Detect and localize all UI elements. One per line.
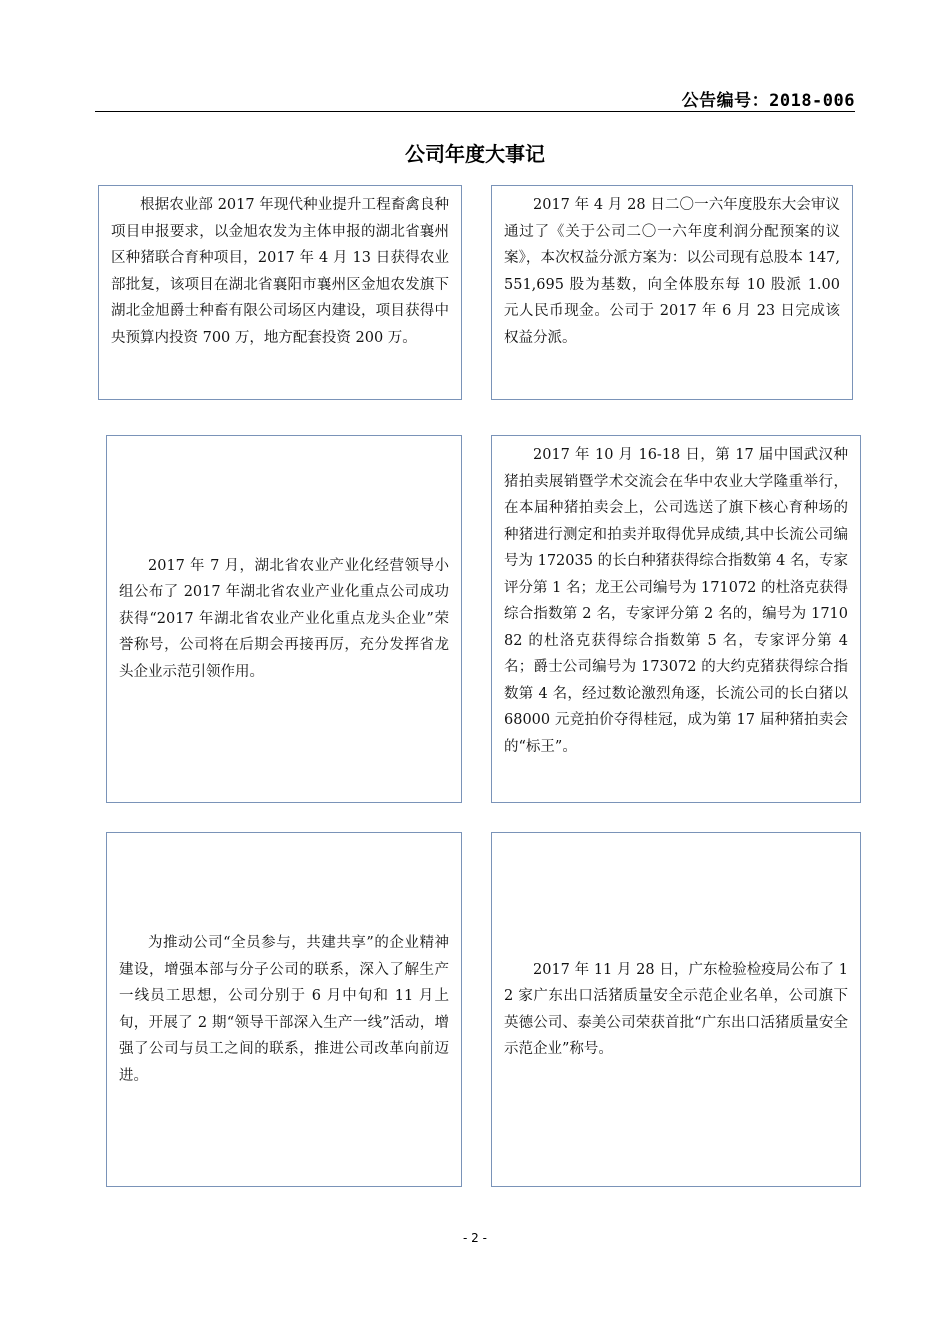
event-box-leadership-activity xyxy=(106,832,462,1187)
event-text: 2017 年 11 月 28 日，广东检验检疫局公布了 12 家广东出口活猪质量安全示范企业名单，公司旗下英德公司、泰美公司荣获首批“广东出口活猪质量安全示范企业”称号。 xyxy=(504,961,848,1057)
event-box-breeding-project xyxy=(98,185,462,400)
event-box-dividend xyxy=(491,185,853,400)
event-box-pig-auction xyxy=(491,435,861,803)
page-number: - 2 - xyxy=(463,1231,487,1245)
header-divider xyxy=(95,111,855,112)
event-text: 2017 年 7 月，湖北省农业产业化经营领导小组公布了 2017 年湖北省农业产业化重点公司成功获得“2017 年湖北省农业产业化重点龙头企业”荣誉称号，公司将在后期会再接再厉，充分发挥省龙头企业示范引领作用。 xyxy=(119,557,449,680)
notice-number: 公告编号：2018-006 xyxy=(681,91,855,111)
event-box-export-safety xyxy=(491,832,861,1187)
event-text: 2017 年 10 月 16-18 日，第 17 届中国武汉种猪拍卖展销暨学术交流会在华中农业大学隆重举行，在本届种猪拍卖会上，公司选送了旗下核心育种场的种猪进行测定和拍卖并取得优异成绩,其中长流公司编号为 172035 的长白种猪获得综合指数第 4 名，专家评分第 1 名；龙王公司编号为 171072 的杜洛克获得综合指数第 2 名，专家评分第 2 名的，编号为 171082 的杜洛克获得综合指数第 5 名，专家评分第 4 名；爵士公司编号为 173072 的大约克猪获得综合指数第 4 名，经过数论激烈角逐，长流公司的长白猪以 68000 元竞拍价夺得桂冠，成为第 17 届种猪拍卖会的“标王”。 xyxy=(504,447,849,755)
event-text: 为推动公司“全员参与，共建共享”的企业精神建设，增强本部与分子公司的联系，深入了解生产一线员工思想，公司分别于 6 月中旬和 11 月上旬，开展了 2 期“领导干部深入生产一线”活动，增强了公司与员工之间的联系，推进公司改革向前迈进。 xyxy=(119,935,449,1084)
event-text: 2017 年 4 月 28 日二〇一六年度股东大会审议通过了《关于公司二〇一六年度利润分配预案的议案》，本次权益分派方案为：以公司现有总股本 147,551,695 股为基数，向全体股东每 10 股派 1.00 元人民币现金。公司于 2017 年 6 月 23 日完成该权益分派。 xyxy=(504,197,840,346)
page-title: 公司年度大事记 xyxy=(405,142,545,166)
event-text: 根据农业部 2017 年现代种业提升工程畜禽良种项目申报要求，以金旭农发为主体申报的湖北省襄州区种猪联合育种项目，2017 年 4 月 13 日获得农业部批复，该项目在湖北省襄阳市襄州区金旭农发旗下湖北金旭爵士种畜有限公司场区内建设，项目获得中央预算内投资 700 万，地方配套投资 200 万。 xyxy=(111,197,449,346)
event-box-leading-enterprise xyxy=(106,435,462,803)
